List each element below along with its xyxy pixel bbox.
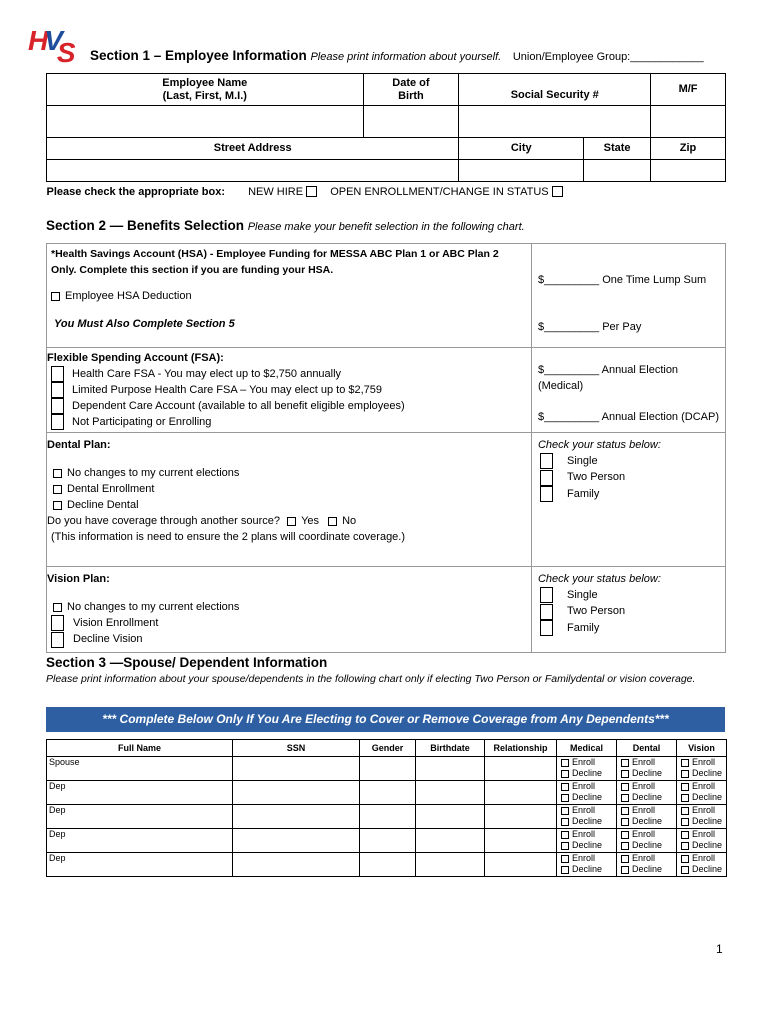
dependent-birthdate-input[interactable] (416, 757, 485, 781)
dependent-row (47, 757, 727, 781)
state-input[interactable] (584, 160, 651, 182)
col-birthdate: Birthdate (416, 740, 485, 757)
vision-no-change-checkbox[interactable] (53, 603, 62, 612)
dependent-row-label: Dep (49, 781, 66, 791)
coverage-no-checkbox[interactable] (328, 517, 337, 526)
vision-enroll-checkbox[interactable] (681, 831, 689, 839)
vision-status-family: Family (566, 621, 600, 634)
vision-two-person-checkbox[interactable] (540, 604, 553, 620)
vision-decline-checkbox[interactable] (681, 770, 689, 778)
ssn-input[interactable] (459, 106, 651, 138)
dependent-vision-options (677, 853, 727, 877)
fsa-item-health: Health Care FSA - You may elect up to $2,750 annually (72, 368, 342, 380)
vision-status-single: Single (566, 589, 598, 602)
dental-enroll-checkbox[interactable] (53, 485, 62, 494)
dependent-row-label: Dep (49, 805, 66, 815)
fsa-limited-checkbox[interactable] (51, 382, 64, 398)
dependent-row (47, 853, 727, 877)
vision-decline-checkbox[interactable] (681, 842, 689, 850)
check-label: Please check the appropriate box: (46, 185, 226, 198)
dependent-row-label: Dep (49, 829, 66, 839)
zip-input[interactable] (651, 160, 726, 182)
dental-decline-checkbox[interactable] (621, 842, 629, 850)
dependent-ssn-input[interactable] (233, 853, 360, 877)
medical-decline-label: Decline (572, 792, 603, 802)
dental-decline-checkbox[interactable] (621, 770, 629, 778)
header-zip: Zip (651, 138, 726, 160)
dependent-relationship-input[interactable] (485, 757, 557, 781)
coverage-no-label: No (342, 515, 357, 528)
fsa-item-limited: Limited Purpose Health Care FSA – You may elect up to $2,759 (72, 384, 383, 397)
vision-item-no-change: No changes to my current elections (67, 601, 240, 614)
vision-decline-checkbox[interactable] (681, 794, 689, 802)
dob-input[interactable] (363, 106, 459, 138)
dependent-ssn-input[interactable] (233, 805, 360, 829)
dependent-birthdate-input[interactable] (416, 805, 485, 829)
fsa-item-not-participating: Not Participating or Enrolling (72, 416, 212, 429)
header-city: City (459, 138, 584, 160)
hsa-lump-field[interactable]: $_________ One Time Lump Sum (537, 274, 707, 286)
coverage-yes-label: Yes (301, 515, 320, 528)
col-medical: Medical (557, 740, 617, 757)
medical-decline-checkbox[interactable] (561, 866, 569, 874)
dental-decline-checkbox[interactable] (621, 794, 629, 802)
dental-decline-label: Decline (632, 768, 663, 778)
vision-decline-label: Decline (692, 792, 723, 802)
hsa-title-2: Only. Complete this section if you are funding your HSA. (51, 264, 334, 276)
dental-decline-checkbox[interactable] (621, 818, 629, 826)
dependent-relationship-input[interactable] (485, 805, 557, 829)
vision-decline-label: Decline (692, 840, 723, 850)
dependents-banner: *** Complete Below Only If You Are Electing to Cover or Remove Coverage from Any Dependents*** (46, 707, 725, 732)
dependent-birthdate-input[interactable] (416, 829, 485, 853)
open-enrollment-checkbox[interactable] (552, 186, 563, 197)
dental-status-two-person: Two Person (566, 471, 626, 484)
dependent-name-cell[interactable] (47, 781, 233, 805)
page-number: 1 (716, 942, 723, 956)
medical-decline-checkbox[interactable] (561, 770, 569, 778)
dental-no-change-checkbox[interactable] (53, 469, 62, 478)
dependent-gender-input[interactable] (360, 805, 416, 829)
vision-item-decline: Decline Vision (73, 633, 143, 646)
dental-enroll-label: Enroll (632, 757, 656, 767)
medical-enroll-label: Enroll (572, 757, 596, 767)
col-ssn: SSN (233, 740, 360, 757)
fsa-medical-field[interactable]: $_________ Annual Election (537, 364, 679, 376)
fsa-dcap-field[interactable]: $_________ Annual Election (DCAP) (537, 411, 719, 423)
dental-decline-label: Decline (632, 816, 663, 826)
dependent-gender-input[interactable] (360, 781, 416, 805)
dependent-birthdate-input[interactable] (416, 853, 485, 877)
section1-title: Section 1 – Employee Information (90, 48, 307, 63)
section2-header (46, 218, 525, 233)
col-dental: Dental (617, 740, 677, 757)
status-check-row (47, 182, 726, 202)
dental-enroll-label: Enroll (632, 829, 656, 839)
section1-header (90, 48, 704, 63)
vision-enroll-label: Enroll (692, 757, 716, 767)
vision-status-two-person: Two Person (566, 605, 626, 618)
employee-name-input[interactable] (47, 106, 364, 138)
header-dob: Date of Birth (363, 74, 459, 106)
dental-enroll-checkbox[interactable] (621, 783, 629, 791)
dental-status-cell (531, 433, 725, 567)
fsa-cell (47, 348, 532, 433)
new-hire-checkbox[interactable] (306, 186, 317, 197)
dependent-relationship-input[interactable] (485, 829, 557, 853)
vision-single-checkbox[interactable] (540, 587, 553, 603)
medical-enroll-checkbox[interactable] (561, 831, 569, 839)
fsa-not-participating-checkbox[interactable] (51, 414, 64, 430)
dental-cell (47, 433, 532, 567)
dental-enroll-checkbox[interactable] (621, 807, 629, 815)
vision-decline-label: Decline (692, 816, 723, 826)
medical-enroll-label: Enroll (572, 853, 596, 863)
dependent-relationship-input[interactable] (485, 853, 557, 877)
dependent-medical-options (557, 805, 617, 829)
dental-enroll-checkbox[interactable] (621, 855, 629, 863)
section3-title: Section 3 —Spouse/ Dependent Information (46, 655, 328, 670)
dependent-medical-options (557, 829, 617, 853)
new-hire-label: NEW HIRE (248, 185, 304, 198)
vision-status-label: Check your status below: (537, 573, 661, 586)
vision-cell (47, 567, 532, 653)
col-relationship: Relationship (485, 740, 557, 757)
vision-title: Vision Plan: (47, 573, 110, 586)
vision-enroll-label: Enroll (692, 829, 716, 839)
dependent-ssn-input[interactable] (233, 757, 360, 781)
medical-enroll-label: Enroll (572, 781, 596, 791)
dependent-medical-options (557, 757, 617, 781)
dental-enroll-label: Enroll (632, 805, 656, 815)
dependent-gender-input[interactable] (360, 757, 416, 781)
dental-decline-label: Decline (632, 792, 663, 802)
vision-item-enroll: Vision Enrollment (73, 617, 159, 630)
medical-decline-label: Decline (572, 768, 603, 778)
dependent-medical-options (557, 853, 617, 877)
dependent-row (47, 781, 727, 805)
dental-status-label: Check your status below: (537, 439, 661, 452)
dependent-dental-options (617, 805, 677, 829)
fsa-health-checkbox[interactable] (51, 366, 64, 382)
vision-decline-checkbox[interactable] (51, 632, 64, 648)
col-vision: Vision (677, 740, 727, 757)
medical-decline-checkbox[interactable] (561, 794, 569, 802)
coverage-yes-checkbox[interactable] (287, 517, 296, 526)
vision-decline-checkbox[interactable] (681, 818, 689, 826)
dental-coverage-note: (This information is need to ensure the 2 plans will coordinate coverage.) (51, 531, 406, 544)
dental-enroll-label: Enroll (632, 853, 656, 863)
logo-h: HVS (28, 25, 76, 68)
dental-coverage-question: Do you have coverage through another source? (47, 515, 280, 528)
header-mf: M/F (651, 74, 726, 106)
dental-decline-label: Decline (632, 840, 663, 850)
dental-decline-checkbox[interactable] (53, 501, 62, 510)
dependent-dental-options (617, 829, 677, 853)
dependent-name-cell[interactable] (47, 853, 233, 877)
dental-enroll-label: Enroll (632, 781, 656, 791)
hvs-logo (26, 22, 82, 70)
mf-input[interactable] (651, 106, 726, 138)
vision-decline-label: Decline (692, 768, 723, 778)
vision-enroll-label: Enroll (692, 781, 716, 791)
vision-status-cell (531, 567, 725, 653)
vision-enroll-checkbox[interactable] (681, 855, 689, 863)
vision-decline-label: Decline (692, 864, 723, 874)
dependent-ssn-input[interactable] (233, 781, 360, 805)
dependent-vision-options (677, 781, 727, 805)
medical-enroll-label: Enroll (572, 805, 596, 815)
dependents-header-row (47, 740, 727, 757)
dependent-dental-options (617, 757, 677, 781)
hsa-per-pay-field[interactable]: $_________ Per Pay (537, 321, 642, 333)
fsa-dependent-checkbox[interactable] (51, 398, 64, 414)
benefits-table (46, 243, 726, 653)
vision-enroll-label: Enroll (692, 853, 716, 863)
section1-subtitle: Please print information about yourself. (310, 51, 502, 63)
dental-item-decline: Decline Dental (67, 499, 139, 512)
dependent-dental-options (617, 781, 677, 805)
section3-subtitle: Please print information about your spouse/dependents in the following chart only if electing Two Person or Familydental or vision coverage. (46, 673, 696, 685)
vision-enroll-checkbox[interactable] (681, 807, 689, 815)
dental-title: Dental Plan: (47, 439, 111, 452)
col-full-name: Full Name (47, 740, 233, 757)
medical-enroll-label: Enroll (572, 829, 596, 839)
dental-item-enroll: Dental Enrollment (67, 483, 155, 496)
open-enrollment-label: OPEN ENROLLMENT/CHANGE IN STATUS (330, 185, 549, 198)
street-input[interactable] (47, 160, 459, 182)
vision-enroll-label: Enroll (692, 805, 716, 815)
medical-enroll-checkbox[interactable] (561, 783, 569, 791)
fsa-item-dependent: Dependent Care Account (available to all benefit eligible employees) (72, 400, 405, 413)
medical-enroll-checkbox[interactable] (561, 807, 569, 815)
hsa-deduction-label: Employee HSA Deduction (65, 290, 192, 302)
dependent-gender-input[interactable] (360, 853, 416, 877)
hsa-title-1: *Health Savings Account (HSA) - Employee Funding for MESSA ABC Plan 1 or ABC Plan 2 (51, 248, 499, 260)
vision-enroll-checkbox[interactable] (51, 615, 64, 631)
dependent-name-cell[interactable] (47, 805, 233, 829)
dental-decline-label: Decline (632, 864, 663, 874)
dental-two-person-checkbox[interactable] (540, 470, 553, 486)
dental-status-single: Single (566, 455, 598, 468)
header-state: State (584, 138, 651, 160)
hsa-deduction-checkbox[interactable] (51, 292, 60, 301)
vision-family-checkbox[interactable] (540, 620, 553, 636)
fsa-title: Flexible Spending Account (FSA): (47, 352, 224, 364)
dependent-medical-options (557, 781, 617, 805)
dental-decline-checkbox[interactable] (621, 866, 629, 874)
dependent-ssn-input[interactable] (233, 829, 360, 853)
medical-enroll-checkbox[interactable] (561, 759, 569, 767)
vision-enroll-checkbox[interactable] (681, 783, 689, 791)
hsa-amount-cell (531, 244, 725, 348)
dependent-row-label: Dep (49, 853, 66, 863)
dependent-birthdate-input[interactable] (416, 781, 485, 805)
fsa-medical-label: (Medical) (537, 380, 584, 392)
medical-decline-label: Decline (572, 816, 603, 826)
dependent-row (47, 805, 727, 829)
dependents-table (46, 739, 727, 877)
employee-info-table (46, 73, 726, 202)
dependent-vision-options (677, 805, 727, 829)
medical-decline-checkbox[interactable] (561, 842, 569, 850)
header-employee-name: Employee Name (Last, First, M.I.) (47, 74, 364, 106)
dependent-name-cell[interactable] (47, 757, 233, 781)
dental-single-checkbox[interactable] (540, 453, 553, 469)
union-group-field[interactable]: Union/Employee Group:____________ (512, 51, 704, 63)
medical-decline-label: Decline (572, 840, 603, 850)
section2-subtitle: Please make your benefit selection in the following chart. (247, 221, 525, 233)
hsa-cell (47, 244, 532, 348)
fsa-amount-cell (531, 348, 725, 433)
dependent-row (47, 829, 727, 853)
hsa-note: You Must Also Complete Section 5 (54, 318, 235, 330)
dependent-gender-input[interactable] (360, 829, 416, 853)
city-input[interactable] (459, 160, 584, 182)
dental-family-checkbox[interactable] (540, 486, 553, 502)
medical-decline-checkbox[interactable] (561, 818, 569, 826)
dependent-dental-options (617, 853, 677, 877)
dependent-name-cell[interactable] (47, 829, 233, 853)
vision-decline-checkbox[interactable] (681, 866, 689, 874)
vision-enroll-checkbox[interactable] (681, 759, 689, 767)
dependent-vision-options (677, 829, 727, 853)
section2-title: Section 2 — Benefits Selection (46, 218, 245, 233)
dental-enroll-checkbox[interactable] (621, 759, 629, 767)
medical-enroll-checkbox[interactable] (561, 855, 569, 863)
dental-item-no-change: No changes to my current elections (67, 467, 240, 480)
dental-status-family: Family (566, 487, 600, 500)
header-street: Street Address (47, 138, 459, 160)
col-gender: Gender (360, 740, 416, 757)
medical-decline-label: Decline (572, 864, 603, 874)
header-ssn: Social Security # (459, 74, 651, 106)
dental-enroll-checkbox[interactable] (621, 831, 629, 839)
dependent-row-label: Spouse (49, 757, 80, 767)
dependent-relationship-input[interactable] (485, 781, 557, 805)
dependent-vision-options (677, 757, 727, 781)
